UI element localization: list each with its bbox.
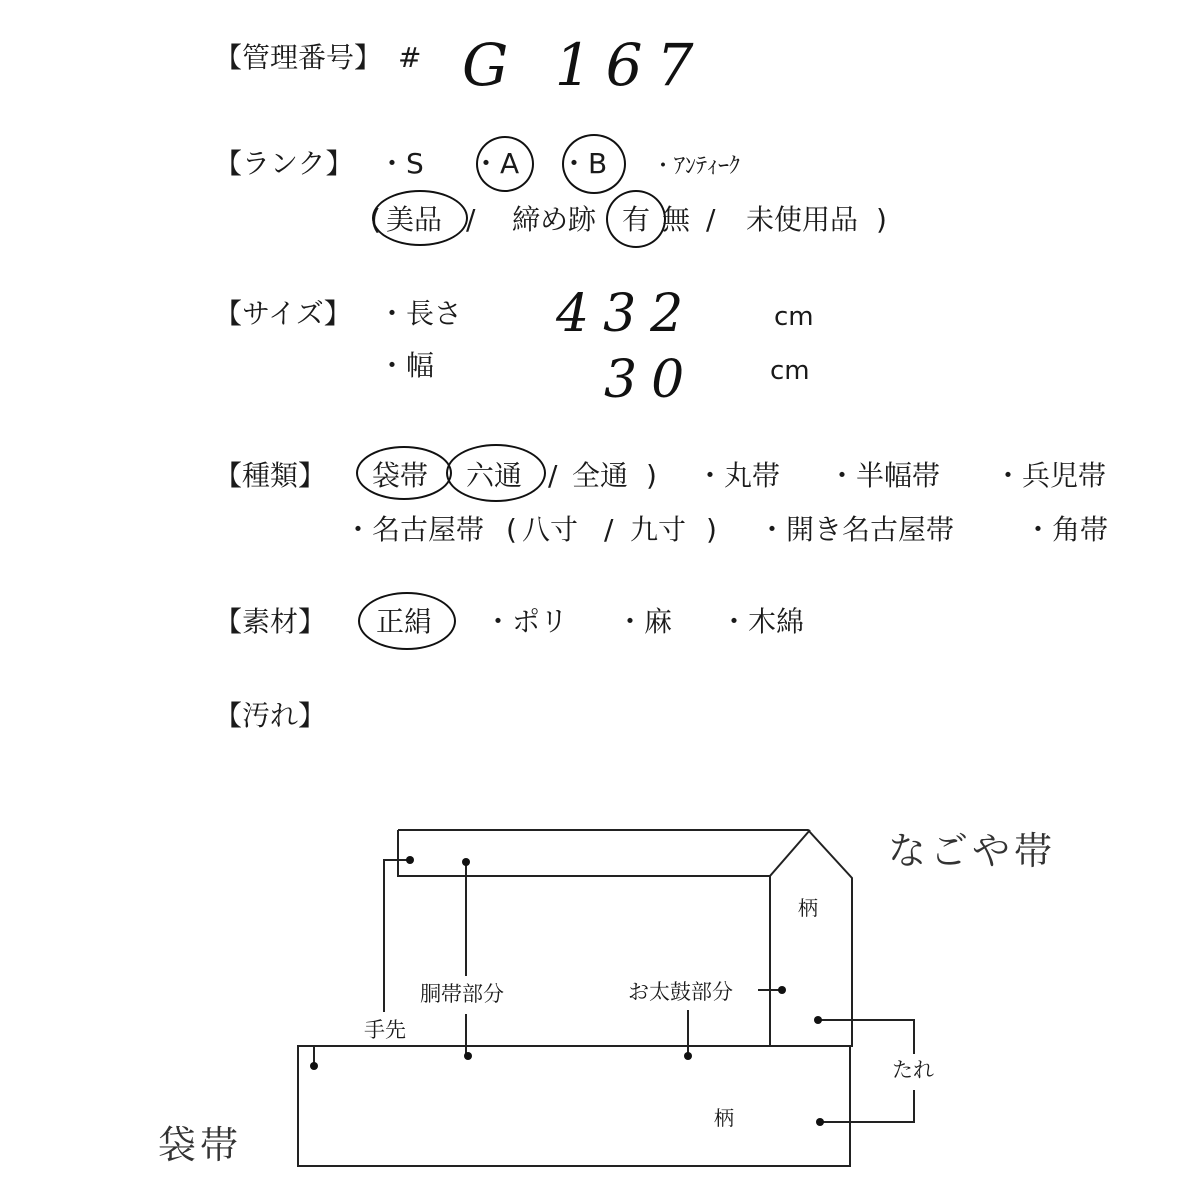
type-nagoya: ・名古屋帯	[344, 513, 485, 546]
type-rokutsu: 六通	[466, 459, 523, 492]
dot-otaiko-bottom	[684, 1052, 692, 1060]
tare-label: たれ	[892, 1058, 934, 1082]
type-slash: /	[548, 459, 558, 492]
condition-open: (	[370, 203, 381, 236]
type-hassun: 八寸	[522, 513, 579, 546]
type-kyusun: 九寸	[630, 513, 687, 546]
nagoya-obi-title: なごや帯	[888, 829, 1057, 873]
material-cotton: ・木綿	[720, 605, 805, 638]
material-label: 【素材】	[214, 605, 327, 638]
condition-unused: 未使用品	[746, 203, 859, 236]
dot-doutai-top	[462, 858, 470, 866]
dot-tesaki-top	[406, 856, 414, 864]
type-slash2: /	[604, 513, 614, 546]
type-heko: ・兵児帯	[994, 459, 1107, 492]
rank-option-a: ・A	[472, 147, 520, 180]
type-close: )	[646, 459, 657, 492]
rank-option-antique: ・ｱﾝﾃｨｰｸ	[652, 154, 741, 179]
management-label: 【管理番号】	[214, 41, 383, 74]
type-bag: 袋帯	[372, 459, 429, 492]
type-label: 【種類】	[214, 459, 327, 492]
size-width-unit: cm	[770, 356, 810, 386]
dot-tare-bottom	[816, 1118, 824, 1126]
type-kaku: ・角帯	[1024, 513, 1109, 546]
type-hanhaba: ・半幅帯	[828, 459, 941, 492]
rank-label: 【ランク】	[214, 147, 354, 180]
tesaki-label: 手先	[364, 1018, 406, 1042]
rank-option-s: ・S	[378, 147, 424, 180]
otaiko-label: お太鼓部分	[628, 980, 733, 1004]
dot-tesaki-bottom	[310, 1062, 318, 1070]
condition-beauty: 美品	[386, 203, 443, 236]
dot-tare-top	[814, 1016, 822, 1024]
rank-option-b: ・B	[560, 147, 608, 180]
condition-no: 無	[662, 203, 691, 236]
material-poly: ・ポリ	[484, 605, 569, 638]
material-hemp: ・麻	[616, 605, 673, 638]
pattern-label-bottom: 柄	[714, 1106, 734, 1130]
fukuro-obi-title: 袋帯	[158, 1123, 243, 1167]
pattern-label-top: 柄	[798, 896, 818, 920]
tare-connector-top	[818, 1020, 914, 1054]
condition-yes: 有	[622, 203, 651, 236]
size-length-value: 432	[556, 284, 698, 344]
type-zentsu: 全通	[572, 459, 629, 492]
type-hiraki: ・開き名古屋帯	[758, 513, 955, 546]
condition-slash1: /	[466, 203, 476, 236]
size-width-label: ・幅	[378, 349, 435, 382]
type-close2: )	[706, 513, 717, 546]
dot-otaiko-top	[778, 986, 786, 994]
stain-label: 【汚れ】	[214, 699, 327, 732]
management-hash: #	[398, 41, 422, 74]
condition-tightening: 締め跡	[512, 203, 597, 236]
size-length-label: ・長さ	[378, 297, 463, 330]
tesaki-connector	[384, 860, 410, 1012]
tare-connector-bottom	[820, 1090, 914, 1122]
condition-close: )	[876, 203, 887, 236]
type-open: (	[506, 513, 517, 546]
size-width-value: 30	[604, 350, 699, 410]
condition-slash2: /	[706, 203, 716, 236]
fukuro-obi-outline	[298, 1046, 850, 1166]
material-silk: 正絹	[376, 605, 433, 638]
dot-doutai-bottom	[464, 1052, 472, 1060]
doutai-label: 胴帯部分	[420, 982, 504, 1006]
type-maru: ・丸帯	[696, 459, 781, 492]
size-length-unit: cm	[774, 302, 814, 332]
size-label: 【サイズ】	[214, 297, 352, 330]
management-number: G 167	[462, 31, 708, 99]
